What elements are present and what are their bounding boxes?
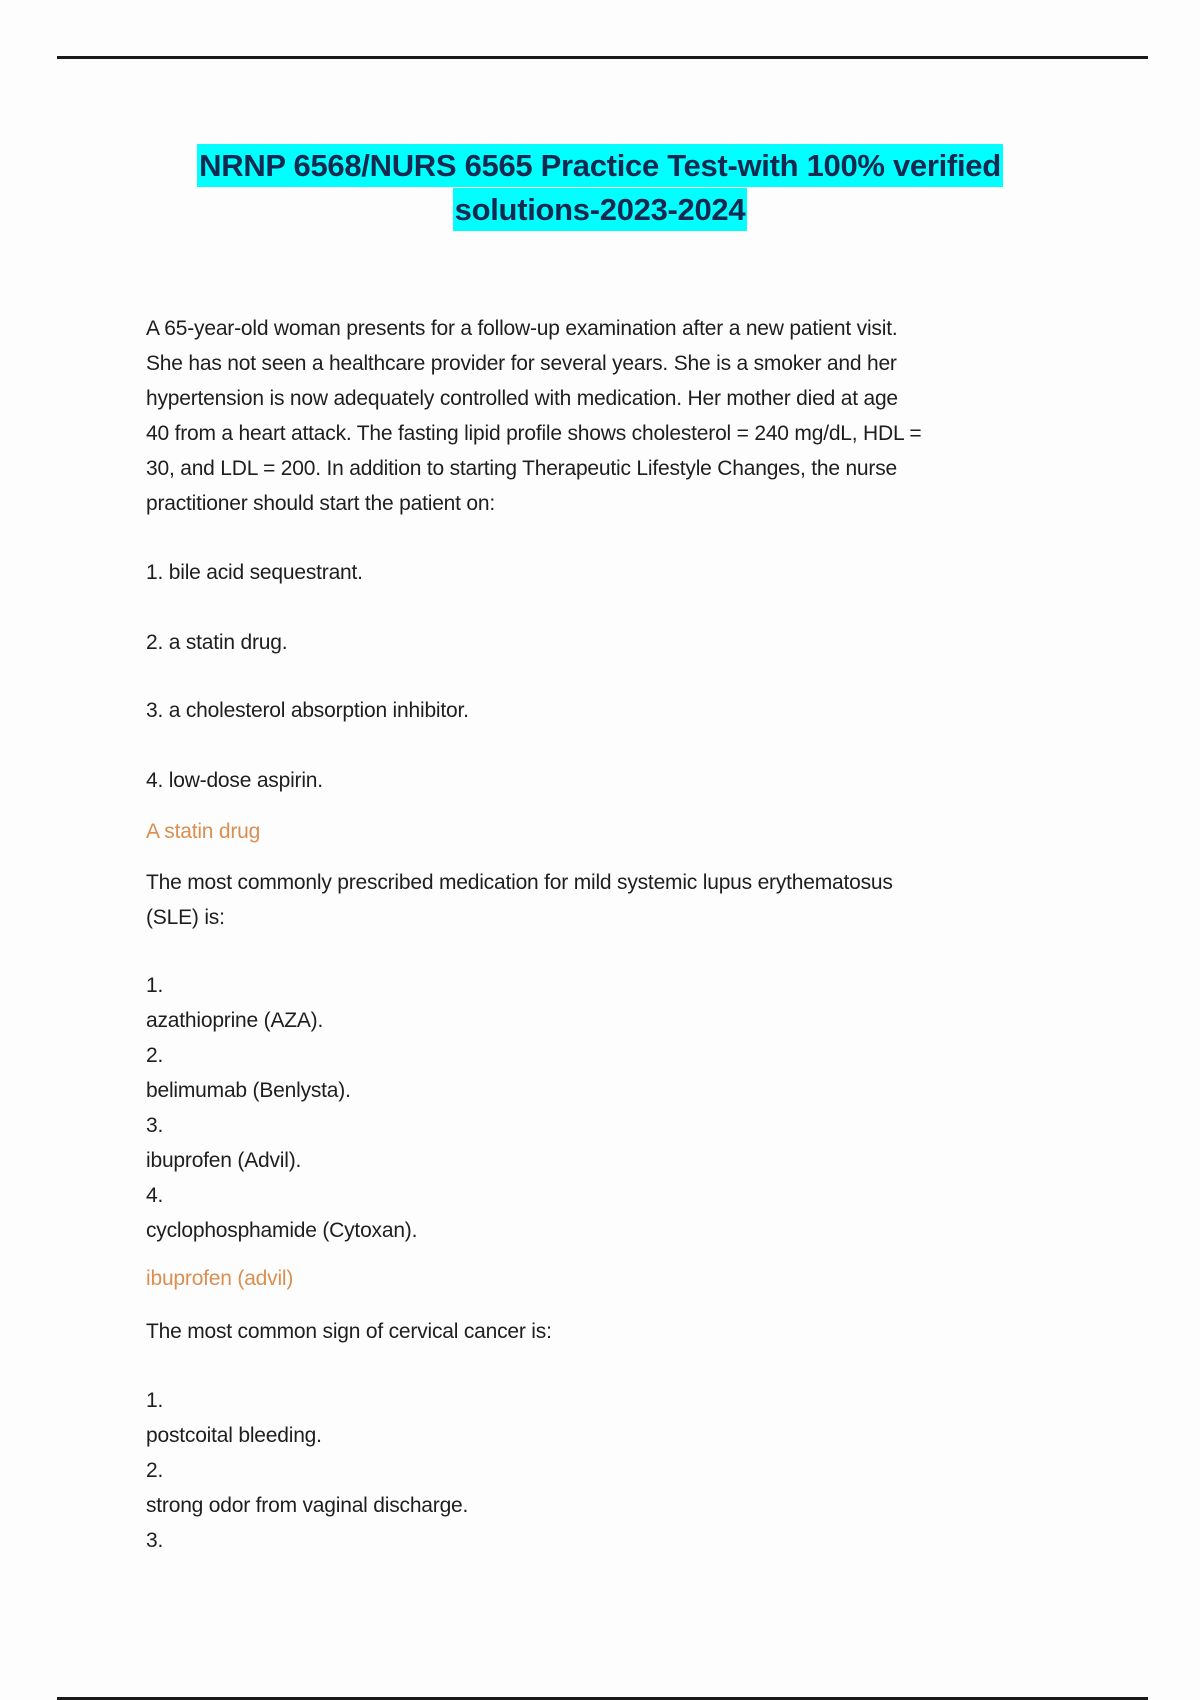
option: cyclophosphamide (Cytoxan). <box>146 1219 418 1242</box>
option: 2. <box>146 1044 164 1067</box>
stem-line: 40 from a heart attack. The fasting lipid profile shows cholesterol = 240 mg/dL, HDL = <box>146 422 922 445</box>
option: 4. <box>146 1184 164 1207</box>
answer: ibuprofen (advil) <box>146 1267 294 1290</box>
option: 3. <box>146 1114 164 1137</box>
stem-line: The most commonly prescribed medication for mild systemic lupus erythematosus <box>146 871 893 894</box>
option: 1. bile acid sequestrant. <box>146 561 363 584</box>
option: 3. a cholesterol absorption inhibitor. <box>146 699 469 722</box>
option: 2. <box>146 1459 164 1482</box>
option: 4. low-dose aspirin. <box>146 769 323 792</box>
option: postcoital bleeding. <box>146 1424 322 1447</box>
answer: A statin drug <box>146 820 261 843</box>
question-1-stem <box>146 311 921 521</box>
question-3-options <box>146 1383 468 1558</box>
header-rule <box>57 56 1148 59</box>
document-title <box>0 148 1200 184</box>
option: azathioprine (AZA). <box>146 1009 324 1032</box>
question-3-stem: The most common sign of cervical cancer is: <box>146 1320 552 1343</box>
option: 2. a statin drug. <box>146 631 288 654</box>
option: strong odor from vaginal discharge. <box>146 1494 469 1517</box>
question-2-options <box>146 968 417 1248</box>
stem-line: practitioner should start the patient on: <box>146 492 496 515</box>
question-2-stem <box>146 865 893 935</box>
stem-line: She has not seen a healthcare provider for several years. She is a smoker and her <box>146 352 897 375</box>
stem-line: hypertension is now adequately controlled with medication. Her mother died at age <box>146 387 898 410</box>
title-line-2: solutions-2023-2024 <box>453 188 748 231</box>
stem-line: (SLE) is: <box>146 906 225 929</box>
document-title-continued <box>0 192 1200 228</box>
option: ibuprofen (Advil). <box>146 1149 302 1172</box>
stem-line: A 65-year-old woman presents for a follow-up examination after a new patient visit. <box>146 317 898 340</box>
option: 1. <box>146 1389 164 1412</box>
option: 3. <box>146 1529 164 1552</box>
title-line-1: NRNP 6568/NURS 6565 Practice Test-with 100% verified <box>197 144 1003 187</box>
option: 1. <box>146 974 164 997</box>
option: belimumab (Benlysta). <box>146 1079 351 1102</box>
stem-line: 30, and LDL = 200. In addition to starting Therapeutic Lifestyle Changes, the nurse <box>146 457 897 480</box>
